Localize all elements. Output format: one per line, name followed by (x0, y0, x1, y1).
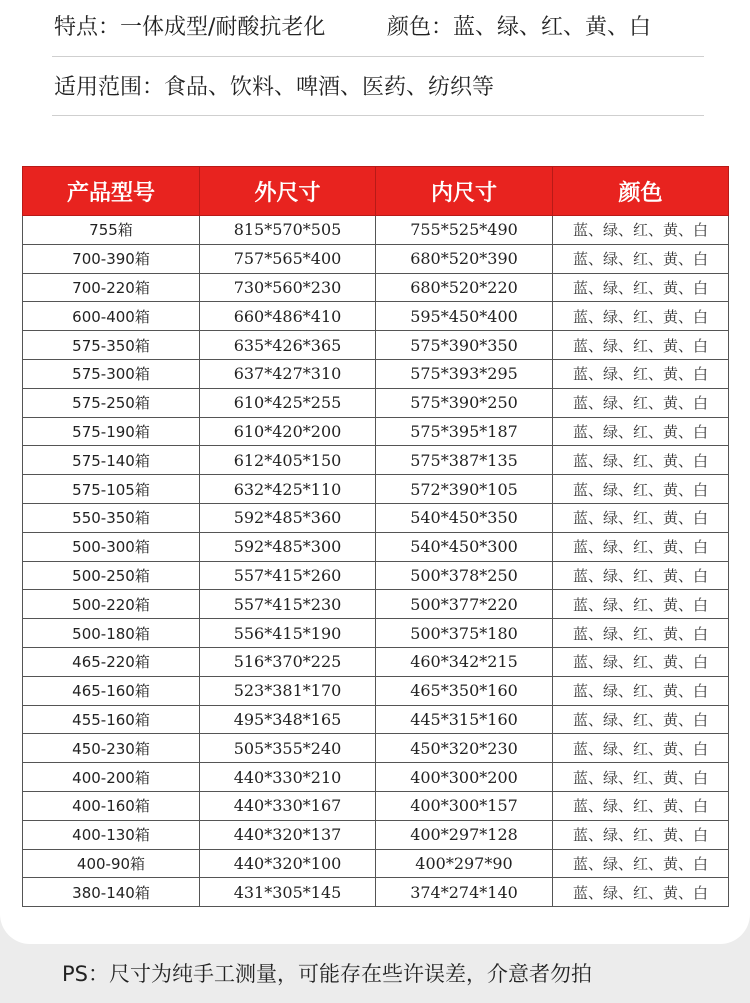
cell-color: 蓝、绿、红、黄、白 (553, 647, 729, 676)
cell-model: 700-220箱 (23, 273, 200, 302)
table-row (23, 878, 729, 907)
cell-outer-size: 815*570*505 (200, 216, 376, 245)
table-row (23, 849, 729, 878)
cell-outer-size: 592*485*360 (200, 503, 376, 532)
cell-color: 蓝、绿、红、黄、白 (553, 820, 729, 849)
usage-line (54, 70, 494, 101)
cell-outer-size: 440*330*210 (200, 763, 376, 792)
cell-model: 400-90箱 (23, 849, 200, 878)
cell-outer-size: 440*320*100 (200, 849, 376, 878)
cell-outer-size: 495*348*165 (200, 705, 376, 734)
cell-inner-size: 400*300*200 (376, 763, 553, 792)
cell-model: 450-230箱 (23, 734, 200, 763)
cell-color: 蓝、绿、红、黄、白 (553, 590, 729, 619)
cell-inner-size: 500*378*250 (376, 561, 553, 590)
cell-color: 蓝、绿、红、黄、白 (553, 503, 729, 532)
cell-color: 蓝、绿、红、黄、白 (553, 446, 729, 475)
cell-inner-size: 572*390*105 (376, 475, 553, 504)
color-info (387, 10, 651, 41)
cell-model: 400-160箱 (23, 791, 200, 820)
cell-color: 蓝、绿、红、黄、白 (553, 331, 729, 360)
cell-color: 蓝、绿、红、黄、白 (553, 388, 729, 417)
cell-outer-size: 557*415*260 (200, 561, 376, 590)
table-row (23, 475, 729, 504)
cell-outer-size: 610*425*255 (200, 388, 376, 417)
table-row (23, 561, 729, 590)
cell-inner-size: 575*395*187 (376, 417, 553, 446)
cell-model: 500-220箱 (23, 590, 200, 619)
table-row (23, 705, 729, 734)
cell-inner-size: 445*315*160 (376, 705, 553, 734)
cell-color: 蓝、绿、红、黄、白 (553, 359, 729, 388)
table-row (23, 763, 729, 792)
header-model: 产品型号 (23, 167, 200, 216)
table-row (23, 820, 729, 849)
cell-outer-size: 592*485*300 (200, 532, 376, 561)
table-row (23, 417, 729, 446)
cell-model: 575-300箱 (23, 359, 200, 388)
cell-model: 465-160箱 (23, 676, 200, 705)
cell-color: 蓝、绿、红、黄、白 (553, 878, 729, 907)
table-row (23, 676, 729, 705)
cell-color: 蓝、绿、红、黄、白 (553, 302, 729, 331)
cell-inner-size: 540*450*300 (376, 532, 553, 561)
table-row (23, 244, 729, 273)
usage-label: 适用范围： (54, 75, 165, 100)
features-label: 特点： (54, 15, 121, 40)
cell-inner-size: 575*393*295 (376, 359, 553, 388)
cell-outer-size: 505*355*240 (200, 734, 376, 763)
table-body (23, 216, 729, 907)
table-row (23, 647, 729, 676)
table-row (23, 388, 729, 417)
table-row (23, 734, 729, 763)
table-row (23, 302, 729, 331)
cell-color: 蓝、绿、红、黄、白 (553, 417, 729, 446)
cell-color: 蓝、绿、红、黄、白 (553, 676, 729, 705)
cell-outer-size: 440*330*167 (200, 791, 376, 820)
cell-model: 575-250箱 (23, 388, 200, 417)
cell-inner-size: 540*450*350 (376, 503, 553, 532)
spec-table (22, 166, 729, 907)
cell-color: 蓝、绿、红、黄、白 (553, 705, 729, 734)
cell-outer-size: 523*381*170 (200, 676, 376, 705)
cell-inner-size: 374*274*140 (376, 878, 553, 907)
footer-note: PS：尺寸为纯手工测量，可能存在些许误差，介意者勿拍 (62, 962, 592, 986)
cell-inner-size: 755*525*490 (376, 216, 553, 245)
cell-model: 600-400箱 (23, 302, 200, 331)
cell-inner-size: 400*297*90 (376, 849, 553, 878)
divider (52, 56, 704, 57)
cell-model: 500-300箱 (23, 532, 200, 561)
cell-model: 400-200箱 (23, 763, 200, 792)
cell-inner-size: 575*387*135 (376, 446, 553, 475)
cell-model: 400-130箱 (23, 820, 200, 849)
cell-color: 蓝、绿、红、黄、白 (553, 532, 729, 561)
table-row (23, 273, 729, 302)
header-outer-size: 外尺寸 (200, 167, 376, 216)
cell-outer-size: 612*405*150 (200, 446, 376, 475)
cell-color: 蓝、绿、红、黄、白 (553, 273, 729, 302)
cell-inner-size: 680*520*220 (376, 273, 553, 302)
cell-model: 755箱 (23, 216, 200, 245)
cell-color: 蓝、绿、红、黄、白 (553, 763, 729, 792)
color-label: 颜色： (387, 15, 454, 40)
cell-inner-size: 680*520*390 (376, 244, 553, 273)
cell-color: 蓝、绿、红、黄、白 (553, 734, 729, 763)
header-inner-size: 内尺寸 (376, 167, 553, 216)
cell-model: 575-140箱 (23, 446, 200, 475)
divider (52, 115, 704, 116)
cell-outer-size: 610*420*200 (200, 417, 376, 446)
cell-color: 蓝、绿、红、黄、白 (553, 619, 729, 648)
table-row (23, 619, 729, 648)
cell-model: 575-105箱 (23, 475, 200, 504)
cell-inner-size: 595*450*400 (376, 302, 553, 331)
cell-outer-size: 440*320*137 (200, 820, 376, 849)
cell-color: 蓝、绿、红、黄、白 (553, 216, 729, 245)
cell-color: 蓝、绿、红、黄、白 (553, 849, 729, 878)
cell-model: 550-350箱 (23, 503, 200, 532)
cell-color: 蓝、绿、红、黄、白 (553, 244, 729, 273)
cell-inner-size: 400*300*157 (376, 791, 553, 820)
cell-outer-size: 730*560*230 (200, 273, 376, 302)
table-row (23, 446, 729, 475)
table-row (23, 791, 729, 820)
cell-outer-size: 431*305*145 (200, 878, 376, 907)
cell-model: 455-160箱 (23, 705, 200, 734)
cell-outer-size: 556*415*190 (200, 619, 376, 648)
cell-model: 700-390箱 (23, 244, 200, 273)
cell-inner-size: 465*350*160 (376, 676, 553, 705)
table-header-row (23, 167, 729, 216)
cell-inner-size: 575*390*350 (376, 331, 553, 360)
features-value: 一体成型/耐酸抗老化 (120, 15, 326, 40)
cell-inner-size: 575*390*250 (376, 388, 553, 417)
cell-model: 465-220箱 (23, 647, 200, 676)
cell-color: 蓝、绿、红、黄、白 (553, 561, 729, 590)
table-row (23, 359, 729, 388)
table-row (23, 590, 729, 619)
color-value: 蓝、绿、红、黄、白 (453, 15, 652, 40)
cell-model: 575-190箱 (23, 417, 200, 446)
cell-inner-size: 460*342*215 (376, 647, 553, 676)
table-row (23, 331, 729, 360)
cell-model: 500-180箱 (23, 619, 200, 648)
cell-color: 蓝、绿、红、黄、白 (553, 791, 729, 820)
cell-outer-size: 557*415*230 (200, 590, 376, 619)
cell-outer-size: 637*427*310 (200, 359, 376, 388)
features-line (54, 10, 652, 41)
cell-inner-size: 400*297*128 (376, 820, 553, 849)
cell-outer-size: 516*370*225 (200, 647, 376, 676)
cell-outer-size: 757*565*400 (200, 244, 376, 273)
cell-model: 500-250箱 (23, 561, 200, 590)
cell-inner-size: 500*375*180 (376, 619, 553, 648)
table-row (23, 503, 729, 532)
cell-model: 380-140箱 (23, 878, 200, 907)
usage-value: 食品、饮料、啤酒、医药、纺织等 (164, 75, 495, 100)
table-row (23, 216, 729, 245)
cell-outer-size: 632*425*110 (200, 475, 376, 504)
cell-inner-size: 500*377*220 (376, 590, 553, 619)
cell-inner-size: 450*320*230 (376, 734, 553, 763)
table-row (23, 532, 729, 561)
cell-model: 575-350箱 (23, 331, 200, 360)
cell-outer-size: 660*486*410 (200, 302, 376, 331)
header-color: 颜色 (553, 167, 729, 216)
cell-color: 蓝、绿、红、黄、白 (553, 475, 729, 504)
cell-outer-size: 635*426*365 (200, 331, 376, 360)
